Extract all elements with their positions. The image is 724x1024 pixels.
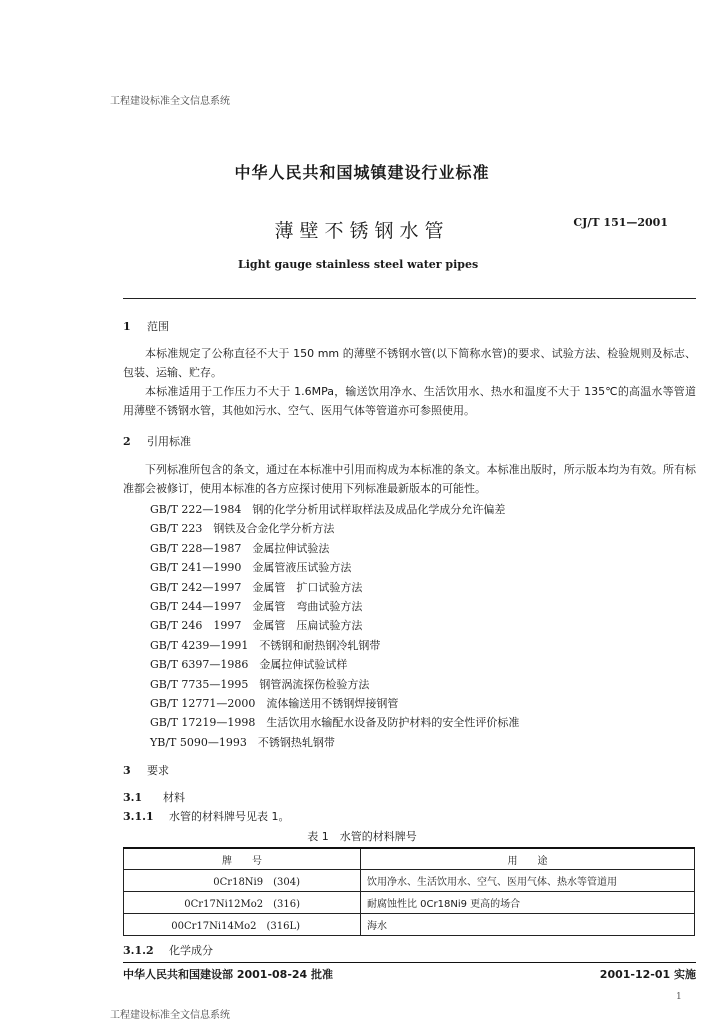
approval-line: 中华人民共和国建设部 2001-08-24 批准	[123, 968, 334, 981]
reference-item	[150, 539, 519, 558]
section-1-heading	[123, 318, 169, 334]
title-divider	[123, 298, 696, 299]
table-cell-grade: 0Cr18Ni9 (304)	[124, 870, 361, 892]
reference-item	[150, 655, 519, 674]
table-cell-use: 耐腐蚀性比 0Cr18Ni9 更高的场合	[361, 892, 695, 914]
reference-code: GB/T 7735—1995	[150, 677, 249, 691]
reference-name: 金属拉伸试验法	[252, 541, 330, 555]
reference-name: 钢的化学分析用试样取样法及成品化学成分允许偏差	[252, 503, 506, 516]
document-title: 薄壁不锈钢水管	[274, 220, 450, 242]
section-title: 范围	[147, 320, 169, 333]
section-number: 2	[123, 435, 131, 448]
reference-code: GB/T 223	[150, 522, 203, 536]
reference-code: GB/T 4239—1991	[150, 638, 249, 652]
section-number: 1	[123, 320, 131, 333]
table-cell-grade: 00Cr17Ni14Mo2 (316L)	[124, 914, 361, 936]
subsection-3-1-1	[123, 808, 290, 824]
table-header-use: 用 途	[361, 848, 695, 870]
table-row	[124, 914, 695, 936]
reference-code: GB/T 244—1997	[150, 600, 242, 614]
reference-name: 金属管 压扁试验方法	[252, 619, 363, 633]
reference-name: 不锈钢热轧钢带	[257, 735, 335, 749]
standard-type-title: 中华人民共和国城镇建设行业标准	[234, 163, 490, 182]
scope-paragraph-1: 本标准规定了公称直径不大于 150 mm 的薄壁不锈钢水管(以下简称水管)的要求、试验方法、检验规则及标志、包装、运输、贮存。	[123, 347, 696, 379]
reference-name: 生活饮用水输配水设备及防护材料的安全性评价标准	[266, 716, 520, 730]
reference-item	[150, 675, 519, 694]
reference-item	[150, 694, 519, 713]
reference-name: 金属管 扩口试验方法	[252, 580, 363, 594]
reference-name: 流体输送用不锈钢焊接钢管	[266, 697, 399, 711]
section-number: 3	[123, 764, 131, 777]
reference-item	[150, 733, 519, 752]
section-3-heading	[123, 762, 169, 778]
reference-code: GB/T 228—1987	[150, 541, 242, 555]
subsection-number: 3.1.2	[123, 944, 154, 957]
table-cell-use: 海水	[361, 914, 695, 936]
table-row	[124, 892, 695, 914]
running-header-bottom: 工程建设标准全文信息系统	[110, 1010, 230, 1021]
reference-name: 金属拉伸试验试样	[259, 658, 348, 672]
section-title: 引用标准	[147, 435, 191, 448]
section-2-heading	[123, 433, 191, 449]
material-grade-table	[123, 847, 695, 936]
table-cell-use: 饮用净水、生活饮用水、空气、医用气体、热水等管道用	[361, 870, 695, 892]
reference-name: 金属管液压试验方法	[252, 561, 352, 575]
reference-item	[150, 713, 519, 732]
reference-name: 金属管 弯曲试验方法	[252, 600, 363, 614]
table-header-row	[124, 848, 695, 870]
subsection-number: 3.1.1	[123, 810, 154, 823]
table-header-grade: 牌 号	[124, 848, 361, 870]
reference-name: 不锈钢和耐热钢冷轧钢带	[259, 638, 381, 652]
implementation-date: 2001-12-01 实施	[599, 968, 696, 981]
reference-code: GB/T 12771—2000	[150, 697, 256, 711]
section-title: 要求	[147, 764, 169, 777]
subsection-title: 化学成分	[169, 944, 213, 957]
reference-item	[150, 636, 519, 655]
subsection-number: 3.1	[123, 791, 143, 804]
reference-item	[150, 578, 519, 597]
subsection-text: 水管的材料牌号见表 1。	[169, 810, 290, 823]
table-row	[124, 870, 695, 892]
reference-code: GB/T 246 1997	[150, 619, 242, 633]
subsection-3-1-2	[123, 942, 213, 958]
standard-code: CJ/T 151—2001	[573, 216, 668, 229]
reference-item	[150, 616, 519, 635]
page-number: 1	[676, 992, 682, 1002]
reference-name: 钢管涡流探伤检验方法	[259, 677, 370, 691]
reference-code: GB/T 17219—1998	[150, 716, 256, 730]
english-title: Light gauge stainless steel water pipes	[238, 258, 479, 271]
reference-code: GB/T 6397—1986	[150, 658, 249, 672]
table-cell-grade: 0Cr17Ni12Mo2 (316)	[124, 892, 361, 914]
running-header-top: 工程建设标准全文信息系统	[110, 96, 230, 107]
subsection-3-1	[123, 789, 185, 805]
reference-item	[150, 500, 519, 519]
reference-code: YB/T 5090—1993	[150, 735, 247, 749]
table-1-caption: 表 1 水管的材料牌号	[307, 830, 417, 843]
reference-code: GB/T 241—1990	[150, 561, 242, 575]
footer-divider	[123, 962, 696, 963]
reference-item	[150, 597, 519, 616]
references-intro: 下列标准所包含的条文，通过在本标准中引用而构成为本标准的条文。本标准出版时，所示版本均为有效。所有标准都会被修订，使用本标准的各方应探讨使用下列标准最新版本的可能性。	[123, 463, 696, 495]
reference-name: 钢铁及合金化学分析方法	[213, 522, 335, 536]
scope-paragraph-2: 本标准适用于工作压力不大于 1.6MPa，输送饮用净水、生活饮用水、热水和温度不大于 135℃的高温水等管道用薄壁不锈钢水管，其他如污水、空气、医用气体等管道亦可参照使用。	[123, 385, 696, 417]
reference-item	[150, 519, 519, 538]
reference-item	[150, 558, 519, 577]
subsection-title: 材料	[163, 791, 185, 804]
reference-code: GB/T 242—1997	[150, 580, 242, 594]
reference-code: GB/T 222—1984	[150, 503, 242, 516]
reference-list	[150, 500, 519, 752]
